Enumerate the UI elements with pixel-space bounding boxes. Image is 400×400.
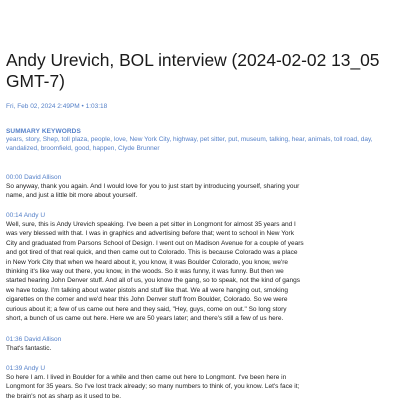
segment-line: cigarettes on the corner and we'd hear this John Denver stuff from Boulder, Colorado. So we were	[6, 296, 288, 304]
segment-line: That's fantastic.	[6, 345, 52, 352]
segment-line: curious about it; a few of us came out here and they said, "Hey, guys, come on out." So long story	[6, 305, 287, 313]
document-title: Andy Urevich, BOL interview (2024-02-02 13_05 GMT-7)	[6, 50, 380, 91]
segment-line: was very blessed with that. I was in graphics and advertising before that; went to school in New York	[6, 230, 294, 238]
segment-line: City and graduated from Parsons School of Design. I went out on Madison Avenue for a couple of years	[6, 239, 304, 247]
document-date-duration: Fri, Feb 02, 2024 2:49PM • 1:03:18	[6, 103, 108, 110]
segment-text	[6, 373, 394, 400]
segment-timestamp-speaker: 00:14 Andy U	[6, 212, 46, 219]
segment-line: we have today. I'm talking about water pistols and stuff like that. We all were hanging out, smoking	[6, 286, 288, 294]
segment-timestamp-speaker: 00:00 David Allison	[6, 174, 62, 181]
keywords-list: years, story, Shep, toll plaza, people, love, New York City, highway, pet sitter, put, museum, talking, hear, animals, toll road, day, vandalized, broomfield, good, happen, Clyde Brunner	[6, 136, 373, 152]
segment-line: Longmont for 35 years. So I've lost track already; so many numbers to think of, you know. Let's face it;	[6, 383, 300, 391]
segment-line: name, and just a little bit more about yourself.	[6, 192, 138, 200]
segment-line: So here I am. I lived in Boulder for a while and then came out here to Longmont. I've been here in	[6, 374, 287, 381]
segment-timestamp-speaker: 01:39 Andy U	[6, 365, 46, 372]
segment-line: started hearing John Denver stuff. And all of us, you know the gang, so to speak, not the kind of gangs	[6, 277, 301, 285]
segment-line: thinking it's like way out there, you know, in the woods. So it was funny, it was funny. But then we	[6, 268, 284, 276]
segment-line: the brain's not as sharp as it used to be.	[6, 392, 122, 400]
transcript-segment	[6, 211, 394, 323]
segment-timestamp-speaker: 01:36 David Allison	[6, 336, 62, 343]
transcript-segment	[6, 335, 394, 353]
transcript-segment	[6, 364, 394, 400]
segment-text	[6, 344, 394, 353]
segment-line: and got tired of that real quick, and then came out to Colorado. This is because Colorado was a place	[6, 249, 298, 257]
keywords-heading: SUMMARY KEYWORDS	[6, 128, 81, 135]
segment-line: in New York City that when we heard about it, you know, it was Boulder Colorado, you know, we're	[6, 258, 288, 266]
segment-line: So anyway, thank you again. And I would love for you to just start by introducing yourself, sharing your	[6, 183, 300, 190]
segment-text	[6, 182, 394, 201]
transcript-segment	[6, 173, 394, 201]
segment-line: Well, sure, this is Andy Urevich speaking. I've been a pet sitter in Longmont for almost 35 years and I	[6, 221, 296, 228]
segment-text	[6, 220, 394, 323]
segment-line: short, a bunch of us came out here. Here we are 50 years later; and there's still a few of us here.	[6, 315, 284, 323]
